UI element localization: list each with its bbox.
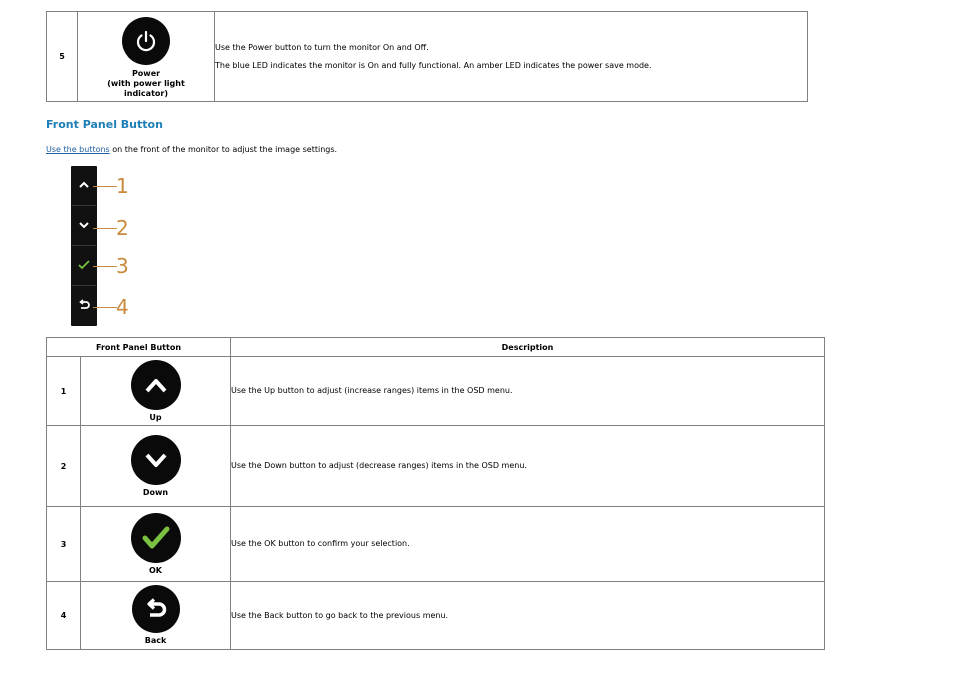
front-panel-illustration: [71, 166, 97, 326]
down-description: Use the Down button to adjust (decrease ranges) items in the OSD menu.: [231, 426, 825, 507]
row-number: 3: [47, 507, 81, 582]
ok-button-label: OK: [149, 565, 162, 575]
callout-number: 4: [116, 295, 129, 319]
intro-text: [46, 145, 337, 154]
header-description: Description: [231, 338, 825, 357]
ok-description: Use the OK button to confirm your selection.: [231, 507, 825, 582]
callout-line: [93, 228, 117, 229]
back-button-cell: [81, 582, 231, 650]
down-button-cell: [81, 426, 231, 507]
table-header-row: [47, 338, 825, 357]
power-button-label: Power (with power light indicator): [107, 68, 185, 98]
table-row: [47, 582, 825, 650]
table-row: [47, 12, 808, 102]
power-description-line2: The blue LED indicates the monitor is On and fully functional. An amber LED indicates the power save mode.: [215, 60, 652, 70]
row-number: 2: [47, 426, 81, 507]
power-description: [215, 12, 808, 102]
intro-rest: on the front of the monitor to adjust the image settings.: [109, 145, 338, 154]
up-button-cell: [81, 357, 231, 426]
chevron-up-icon: [131, 360, 181, 410]
back-button-label: Back: [144, 636, 167, 645]
chevron-down-icon: [131, 435, 181, 485]
power-icon: [122, 17, 170, 65]
row-number: 4: [47, 582, 81, 650]
up-button-label: Up: [149, 412, 162, 422]
header-front-panel-button: Front Panel Button: [47, 338, 231, 357]
callout-number: 2: [116, 216, 129, 240]
chevron-up-icon: [71, 166, 97, 204]
row-number: 5: [47, 12, 78, 102]
ok-button-cell: [81, 507, 231, 582]
callout-number: 3: [116, 254, 129, 278]
use-buttons-link[interactable]: Use the buttons: [46, 145, 110, 154]
power-button-cell: [78, 12, 215, 102]
down-button-label: Down: [142, 487, 169, 497]
row-number: 1: [47, 357, 81, 426]
callout-line: [93, 186, 117, 187]
power-button-table: [46, 11, 808, 102]
back-arrow-icon: [71, 286, 97, 324]
table-row: [47, 426, 825, 507]
callout-line: [93, 307, 117, 308]
back-arrow-icon: [132, 585, 180, 633]
callout-line: [93, 266, 117, 267]
chevron-down-icon: [71, 206, 97, 244]
power-description-line1: Use the Power button to turn the monitor On and Off.: [215, 42, 429, 52]
section-heading: Front Panel Button: [46, 118, 163, 131]
callout-number: 1: [116, 174, 129, 198]
table-row: [47, 357, 825, 426]
front-panel-table: [46, 337, 825, 650]
table-row: [47, 507, 825, 582]
check-icon: [71, 246, 97, 284]
back-description: Use the Back button to go back to the previous menu.: [231, 582, 825, 650]
check-icon: [131, 513, 181, 563]
up-description: Use the Up button to adjust (increase ranges) items in the OSD menu.: [231, 357, 825, 426]
